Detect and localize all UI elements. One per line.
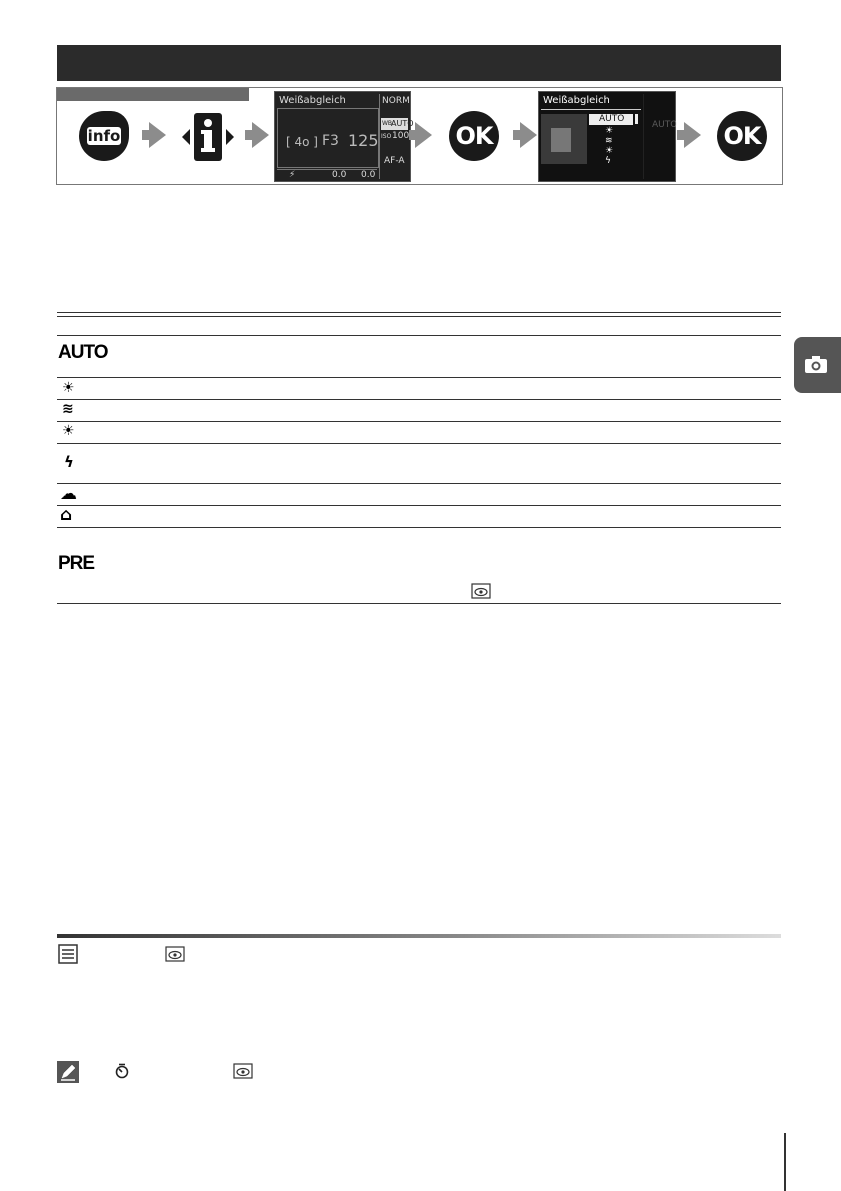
lcd-info-screen [274, 91, 414, 182]
menu-scrollbar [635, 114, 638, 124]
direct-sunlight-icon: ☀ [62, 423, 75, 439]
page-reference-icon [233, 1063, 253, 1079]
wb-menu-title: Weißabgleich [543, 95, 610, 106]
ok-label: OK [455, 122, 493, 150]
af-mode-value: AF-A [384, 156, 405, 166]
table-row-rule [57, 399, 781, 400]
shutter-value: 125 [348, 131, 379, 150]
table-row-rule [57, 443, 781, 444]
page-number-rule [784, 1133, 786, 1191]
lcd-bottom-bar [277, 169, 377, 180]
preset-manual-icon: PRE [58, 553, 95, 574]
note-pencil-icon [57, 1061, 79, 1083]
incandescent-icon: ☀ [62, 380, 75, 396]
section-divider [57, 934, 781, 938]
iso-label: ISO [381, 133, 392, 140]
aperture-value: F3 [322, 133, 339, 149]
wb-highlight [381, 118, 414, 130]
table-bottom-rule [57, 603, 781, 604]
wb-preview-image [541, 114, 587, 164]
wb-label: WB [382, 120, 393, 127]
flash-comp-value: 0.0 [361, 170, 376, 180]
table-row-rule [57, 377, 781, 378]
shooting-section-tab [794, 337, 841, 393]
wb-menu-options [605, 126, 613, 166]
self-timer-icon [114, 1063, 130, 1079]
direct-sunlight-icon: ☀ [605, 146, 614, 156]
table-header-rule [57, 335, 781, 336]
wb-menu-side-value: AUTO [652, 120, 678, 130]
ok-button-icon [449, 111, 499, 161]
flash-icon: ϟ [64, 453, 74, 471]
lcd-screen-title: Weißabgleich [279, 95, 346, 106]
info-edit-button-icon [180, 109, 236, 165]
page-reference-icon [165, 946, 185, 962]
section-title-bar [57, 45, 781, 81]
ok-button-icon [717, 111, 767, 161]
wb-menu-selected [589, 114, 633, 125]
menu-guide-icon [58, 944, 78, 964]
shade-icon: ⌂ [60, 505, 73, 525]
fluorescent-icon: ≋ [62, 401, 74, 417]
incandescent-icon: ☀ [605, 126, 614, 136]
procedure-strip-tab [57, 88, 249, 101]
table-row-rule [57, 421, 781, 422]
image-quality-value: NORM [382, 96, 410, 106]
arrow-right-icon [415, 122, 432, 148]
lcd-side-column [379, 94, 414, 179]
page-reference-icon [471, 583, 491, 599]
arrow-right-icon [684, 122, 701, 148]
table-top-rule [57, 312, 781, 317]
info-button-label: info [87, 127, 121, 145]
wb-menu-selected-label: AUTO [599, 114, 625, 124]
menu-title-underline [541, 109, 641, 110]
iso-value: 100 [392, 131, 410, 141]
arrow-right-icon [520, 122, 537, 148]
wb-menu-side-column [643, 94, 678, 179]
shots-remaining: [ 4o ] [286, 135, 318, 149]
procedure-strip [56, 87, 783, 185]
flash-icon: ϟ [605, 156, 611, 166]
wb-value: AUTO [391, 119, 414, 128]
ok-label: OK [723, 122, 761, 150]
table-row-rule [57, 527, 781, 528]
camera-icon [804, 354, 828, 374]
table-row-rule [57, 483, 781, 484]
flash-mode-icon: ⚡ [289, 170, 296, 180]
table-row-rule [57, 505, 781, 506]
arrow-right-icon [252, 122, 269, 148]
cloudy-icon: ☁ [60, 484, 77, 504]
wb-menu-screen [538, 91, 676, 182]
arrow-right-icon [149, 122, 166, 148]
auto-wb-icon: AUTO [58, 342, 108, 363]
info-button-icon [79, 111, 129, 161]
exposure-comp-value: 0.0 [332, 170, 347, 180]
fluorescent-icon: ≋ [605, 136, 613, 146]
lcd-main-area [277, 108, 379, 168]
